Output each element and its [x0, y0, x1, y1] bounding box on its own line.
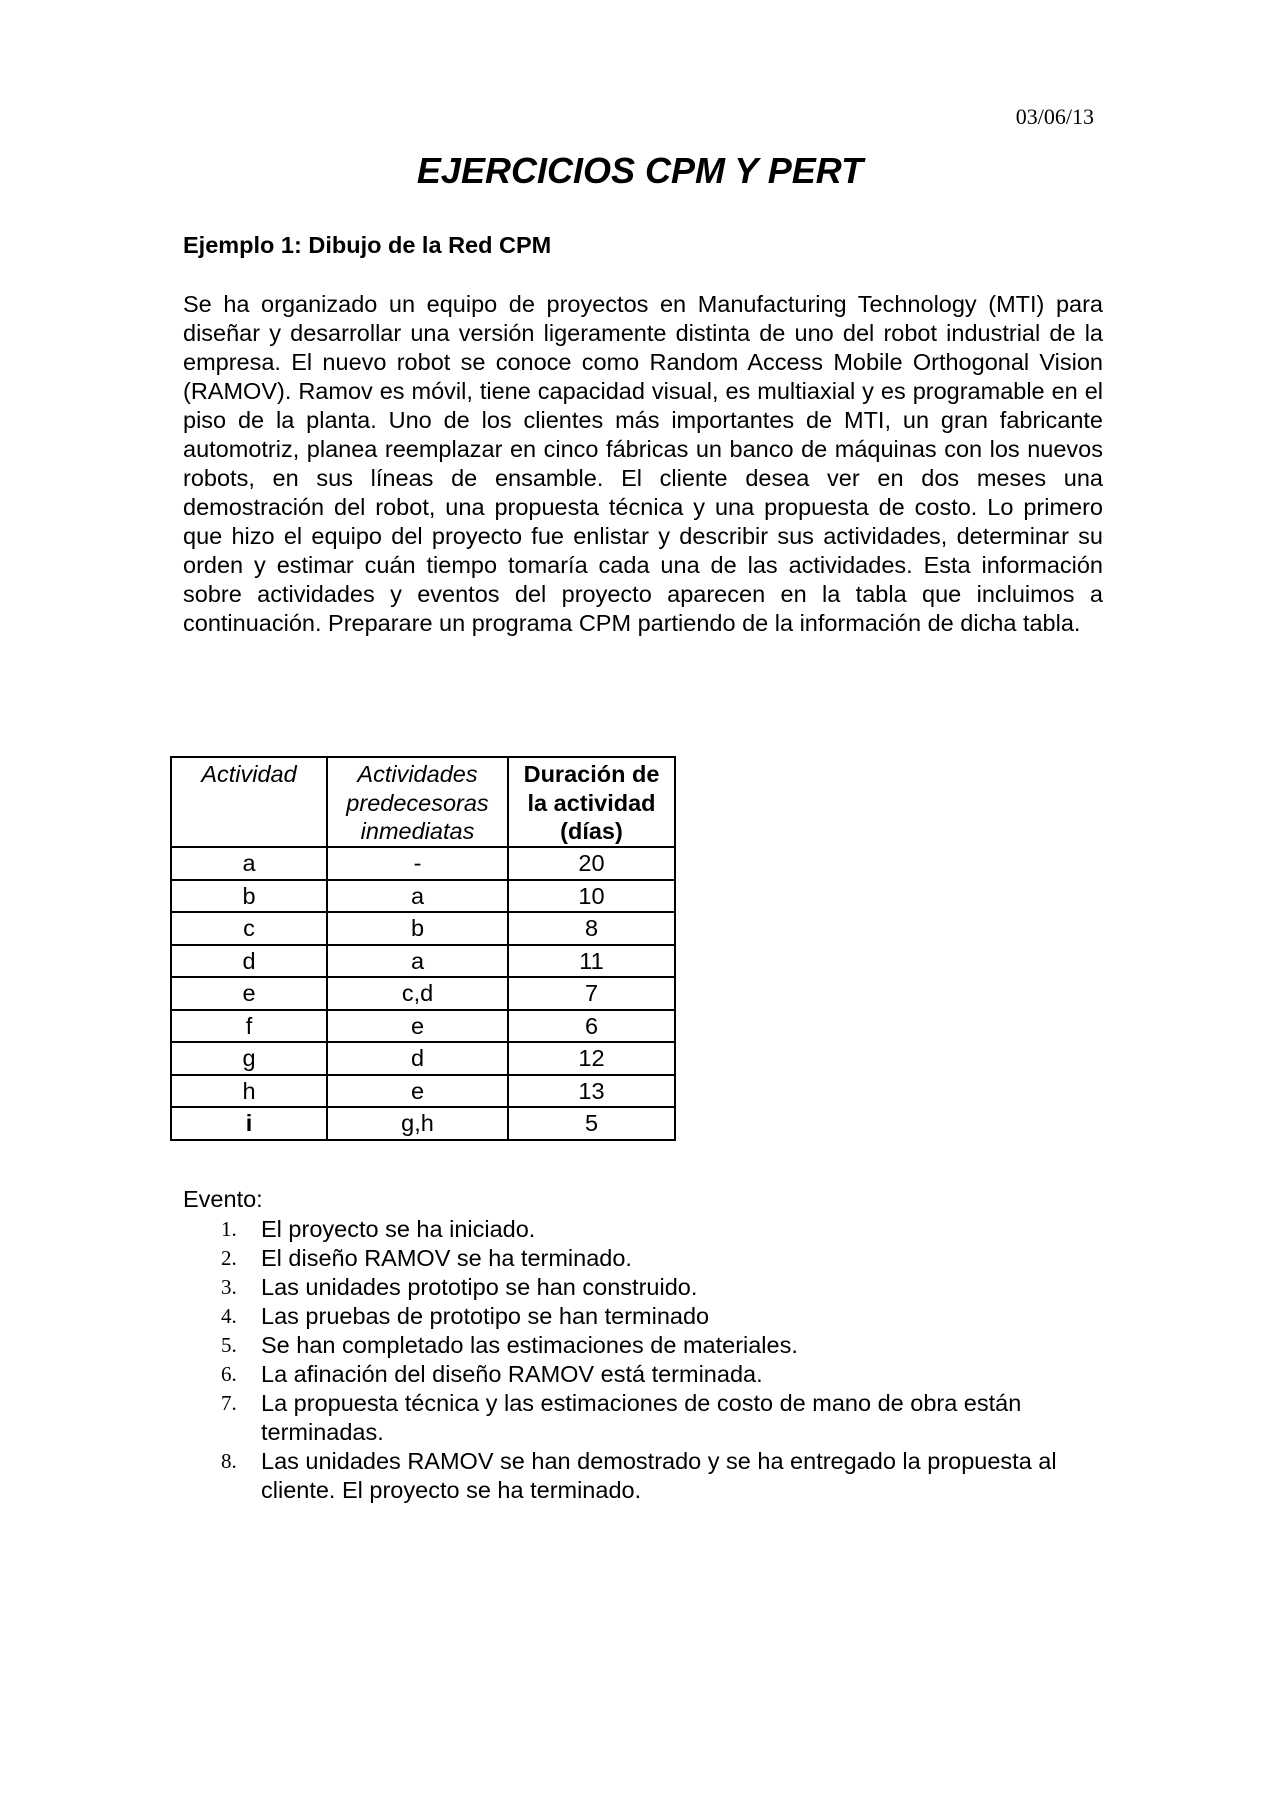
table-row — [171, 880, 675, 913]
event-number: 1. — [221, 1217, 237, 1241]
cell-activity: e — [171, 977, 327, 1010]
event-number: 2. — [221, 1246, 237, 1270]
list-item — [183, 1273, 1103, 1302]
list-item — [183, 1215, 1103, 1244]
cell-activity: d — [171, 945, 327, 978]
cell-predecessors: b — [327, 912, 508, 945]
header-duration-line: Duración de — [523, 761, 660, 787]
cell-activity: f — [171, 1010, 327, 1043]
cell-activity: b — [171, 880, 327, 913]
event-text: La propuesta técnica y las estimaciones de costo de mano de obra están terminadas. — [261, 1390, 1022, 1445]
table-row — [171, 1075, 675, 1108]
event-number: 6. — [221, 1362, 237, 1386]
cell-activity: h — [171, 1075, 327, 1108]
cell-predecessors: a — [327, 945, 508, 978]
cell-predecessors: d — [327, 1042, 508, 1075]
header-activity-line: Actividad — [201, 761, 297, 787]
list-item — [183, 1302, 1103, 1331]
cell-predecessors: c,d — [327, 977, 508, 1010]
header-predecessors-line: predecesoras — [346, 789, 489, 816]
event-number: 7. — [221, 1391, 237, 1415]
events-label: Evento: — [183, 1186, 263, 1212]
header-duration-line: (días) — [560, 818, 623, 844]
table-row — [171, 1107, 675, 1140]
activities-table — [170, 756, 676, 1141]
section-heading: Ejemplo 1: Dibujo de la Red CPM — [183, 232, 552, 258]
header-predecessors — [327, 757, 508, 847]
cell-duration: 12 — [508, 1042, 675, 1075]
list-item — [183, 1447, 1103, 1505]
event-text: Las unidades RAMOV se han demostrado y se ha entregado la propuesta al cliente. El proyecto se ha terminado. — [261, 1448, 1057, 1503]
cell-duration: 6 — [508, 1010, 675, 1043]
cell-activity: a — [171, 847, 327, 880]
event-number: 5. — [221, 1333, 237, 1357]
event-text: El diseño RAMOV se ha terminado. — [261, 1245, 632, 1271]
event-number: 4. — [221, 1304, 237, 1328]
event-text: El proyecto se ha iniciado. — [261, 1216, 536, 1242]
list-item — [183, 1331, 1103, 1360]
cell-duration: 10 — [508, 880, 675, 913]
cell-duration: 11 — [508, 945, 675, 978]
header-predecessors-line: inmediatas — [360, 818, 475, 844]
problem-description: Se ha organizado un equipo de proyectos en Manufacturing Technology (MTI) para diseñar y desarrollar una versión ligeramente distinta de uno del robot industrial de la empresa. El nuevo robot se conoce como Random Access Mobile Orthogonal Vision (RAMOV). Ramov es móvil, tiene capacidad visual, es multiaxial y es programable en el piso de la planta. Uno de los clientes más importantes de MTI, un gran fabricante automotriz, planea reemplazar en cinco fábricas un banco de máquinas con los nuevos robots, en sus líneas de ensamble. El cliente desea ver en dos meses una demostración del robot, una propuesta técnica y una propuesta de costo. Lo primero que hizo el equipo del proyecto fue enlistar y describir sus actividades, determinar su orden y estimar cuán tiempo tomaría cada una de las actividades. Esta información sobre actividades y eventos del proyecto aparecen en la tabla que incluimos a continuación. Preparare un programa CPM partiendo de la información de dicha tabla. — [183, 291, 1103, 636]
cell-activity: c — [171, 912, 327, 945]
table-row — [171, 912, 675, 945]
cell-activity: i — [171, 1107, 327, 1140]
cell-duration: 20 — [508, 847, 675, 880]
cell-predecessors: g,h — [327, 1107, 508, 1140]
header-duration — [508, 757, 675, 847]
cell-predecessors: e — [327, 1075, 508, 1108]
event-text: Las unidades prototipo se han construido. — [261, 1274, 698, 1300]
cell-duration: 13 — [508, 1075, 675, 1108]
cell-activity: g — [171, 1042, 327, 1075]
cell-duration: 7 — [508, 977, 675, 1010]
event-text: Las pruebas de prototipo se han terminado — [261, 1303, 710, 1329]
event-text: Se han completado las estimaciones de materiales. — [261, 1332, 798, 1358]
events-list — [183, 1215, 1103, 1505]
table-row — [171, 977, 675, 1010]
cell-duration: 5 — [508, 1107, 675, 1140]
table-header-row — [171, 757, 675, 847]
table-row — [171, 1042, 675, 1075]
table-row — [171, 847, 675, 880]
list-item — [183, 1389, 1103, 1447]
document-title: EJERCICIOS CPM Y PERT — [416, 150, 864, 191]
cell-predecessors: - — [327, 847, 508, 880]
cell-predecessors: e — [327, 1010, 508, 1043]
list-item — [183, 1360, 1103, 1389]
list-item — [183, 1244, 1103, 1273]
document-date: 03/06/13 — [1015, 104, 1094, 129]
table-row — [171, 1010, 675, 1043]
cell-duration: 8 — [508, 912, 675, 945]
event-number: 8. — [221, 1449, 237, 1473]
table-row — [171, 945, 675, 978]
header-predecessors-line: Actividades — [357, 761, 478, 787]
header-duration-line: la actividad — [527, 789, 656, 816]
event-text: La afinación del diseño RAMOV está terminada. — [261, 1361, 763, 1387]
cell-predecessors: a — [327, 880, 508, 913]
header-activity — [171, 757, 327, 847]
event-number: 3. — [221, 1275, 237, 1299]
